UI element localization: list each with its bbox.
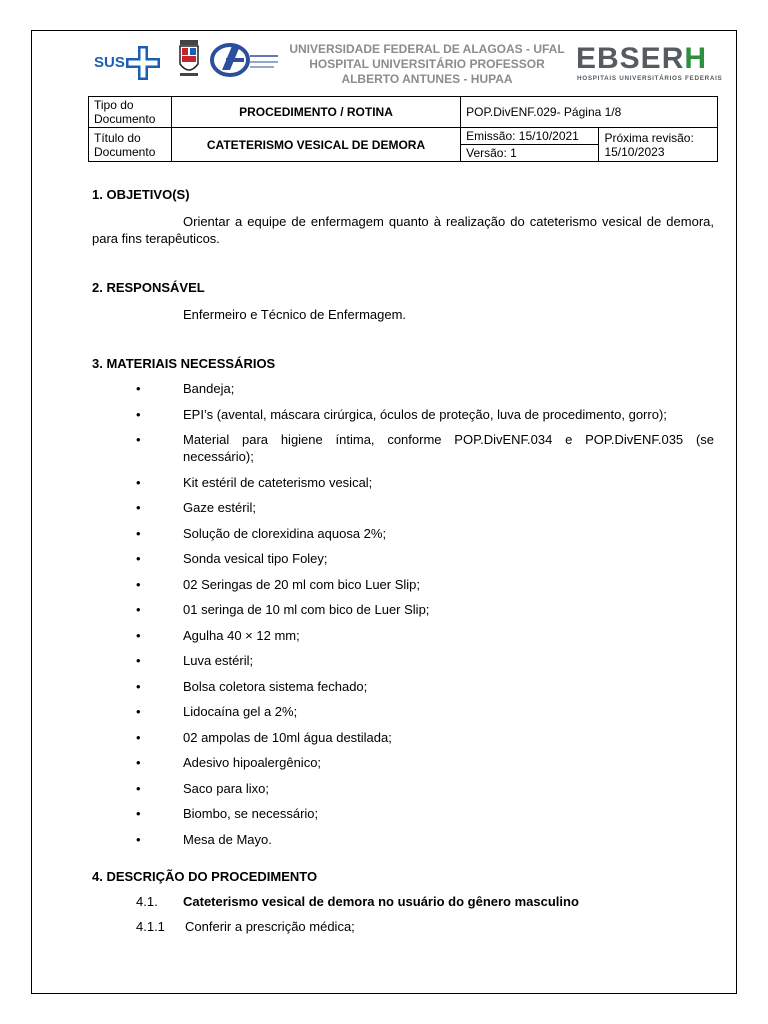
bullet-icon: • [136,551,141,566]
material-text: Bolsa coletora sistema fechado; [183,678,368,694]
ufal-crest-icon [178,40,200,78]
proxima-revisao-date: 15/10/2023 [604,144,665,159]
material-text: 02 Seringas de 20 ml com bico Luer Slip; [183,576,421,592]
material-text: Gaze estéril; [183,500,256,515]
tipo-label: Tipo do Documento [89,97,172,128]
subsection-number: 4.1. [136,893,158,909]
material-text: 02 ampolas de 10ml água destilada; [183,729,392,745]
list-item [92,780,714,797]
list-item [92,729,714,746]
document-code: POP.DivENF.029- Página 1/8 [461,97,718,128]
objetivo-text: Orientar a equipe de enfermagem quanto à realização do cateterismo vesical de demora, para fins terapêuticos. [92,214,714,246]
section-title-descricao: 4. DESCRIÇÃO DO PROCEDIMENTO [92,868,318,884]
list-item [92,652,714,669]
material-text: Solução de clorexidina aquosa 2%; [183,525,387,541]
list-item [92,550,714,567]
bullet-icon: • [136,576,141,592]
list-item [92,525,714,542]
section-title-materiais: 3. MATERIAIS NECESSÁRIOS [92,356,276,371]
subsection-title: Cateterismo vesical de demora no usuário do gênero masculino [183,893,579,909]
list-item [92,754,714,771]
material-text: Lidocaína gel a 2%; [183,704,298,719]
list-item [92,431,714,465]
list-item [92,406,714,423]
titulo-value: CATETERISMO VESICAL DE DEMORA [171,128,460,162]
sus-logo-text: SUS [94,54,125,71]
material-text: Sonda vesical tipo Foley; [183,551,328,566]
list-item [92,678,714,695]
sus-logo [94,42,166,82]
bullet-icon: • [136,755,141,770]
institution-line: ALBERTO ANTUNES - HUPAA [341,72,513,86]
document-header [92,40,722,88]
material-text: Mesa de Mayo. [183,831,272,847]
ebserh-main: EBSER [576,42,685,75]
material-text: Saco para lixo; [183,780,269,796]
titulo-label: Título do Documento [89,128,172,162]
step-number: 4.1.1 [136,918,165,934]
institution-line: HOSPITAL UNIVERSITÁRIO PROFESSOR [309,57,545,71]
step-4-1-1 [92,918,714,935]
bullet-icon: • [136,704,141,719]
section-title-responsavel: 2. RESPONSÁVEL [92,280,205,295]
bullet-icon: • [136,678,141,694]
bullet-icon: • [136,627,141,643]
bullet-icon: • [136,432,141,447]
bullet-icon: • [136,474,141,490]
material-text: Kit estéril de cateterismo vesical; [183,474,373,490]
list-item [92,576,714,593]
bullet-icon: • [136,381,141,396]
subsection-4-1 [92,893,714,910]
institution-name [288,42,566,87]
material-text: EPI’s (avental, máscara cirúrgica, óculos de proteção, luva de procedimento, gorro); [183,406,667,422]
bullet-icon: • [136,602,141,617]
list-item [92,474,714,491]
bullet-icon: • [136,729,141,745]
material-text: 01 seringa de 10 ml com bico de Luer Slip; [183,602,430,617]
list-item [92,703,714,720]
material-text: Biombo, se necessário; [183,806,319,821]
material-text: Luva estéril; [183,653,254,668]
ebserh-logo [576,44,722,84]
bullet-icon: • [136,780,141,796]
material-text: Bandeja; [183,381,235,396]
responsavel-text: Enfermeiro e Técnico de Enfermagem. [183,307,407,322]
material-text: Adesivo hipoalergênico; [183,755,322,770]
material-text: Agulha 40 × 12 mm; [183,627,300,643]
ebserh-wordmark [576,44,707,74]
bullet-icon: • [136,500,141,515]
hupaa-logo [210,40,280,78]
list-item [92,805,714,822]
list-item [92,831,714,848]
materials-list [92,380,714,848]
step-text: Conferir a prescrição médica; [185,918,355,934]
institution-line: UNIVERSIDADE FEDERAL DE ALAGOAS - UFAL [289,42,565,56]
list-item [92,601,714,618]
proxima-revisao-label: Próxima revisão: [604,130,694,145]
document-info-table [88,96,718,162]
table-row [89,128,718,145]
bullet-icon: • [136,406,141,422]
list-item [92,380,714,397]
document-body [92,186,714,935]
tipo-value: PROCEDIMENTO / ROTINA [171,97,460,128]
ebserh-h: H [684,42,708,75]
list-item [92,627,714,644]
list-item [92,499,714,516]
bullet-icon: • [136,525,141,541]
emissao-date: Emissão: 15/10/2021 [461,128,599,145]
bullet-icon: • [136,831,141,847]
proxima-revisao [599,128,718,162]
material-text: Material para higiene íntima, conforme POP.DivENF.034 e POP.DivENF.035 (se necessário); [183,432,714,464]
table-row [89,97,718,128]
bullet-icon: • [136,653,141,668]
ebserh-subtitle: HOSPITAIS UNIVERSITÁRIOS FEDERAIS [577,75,723,82]
bullet-icon: • [136,806,141,821]
versao: Versão: 1 [461,145,599,162]
section-title-objetivo: 1. OBJETIVO(S) [92,187,190,202]
